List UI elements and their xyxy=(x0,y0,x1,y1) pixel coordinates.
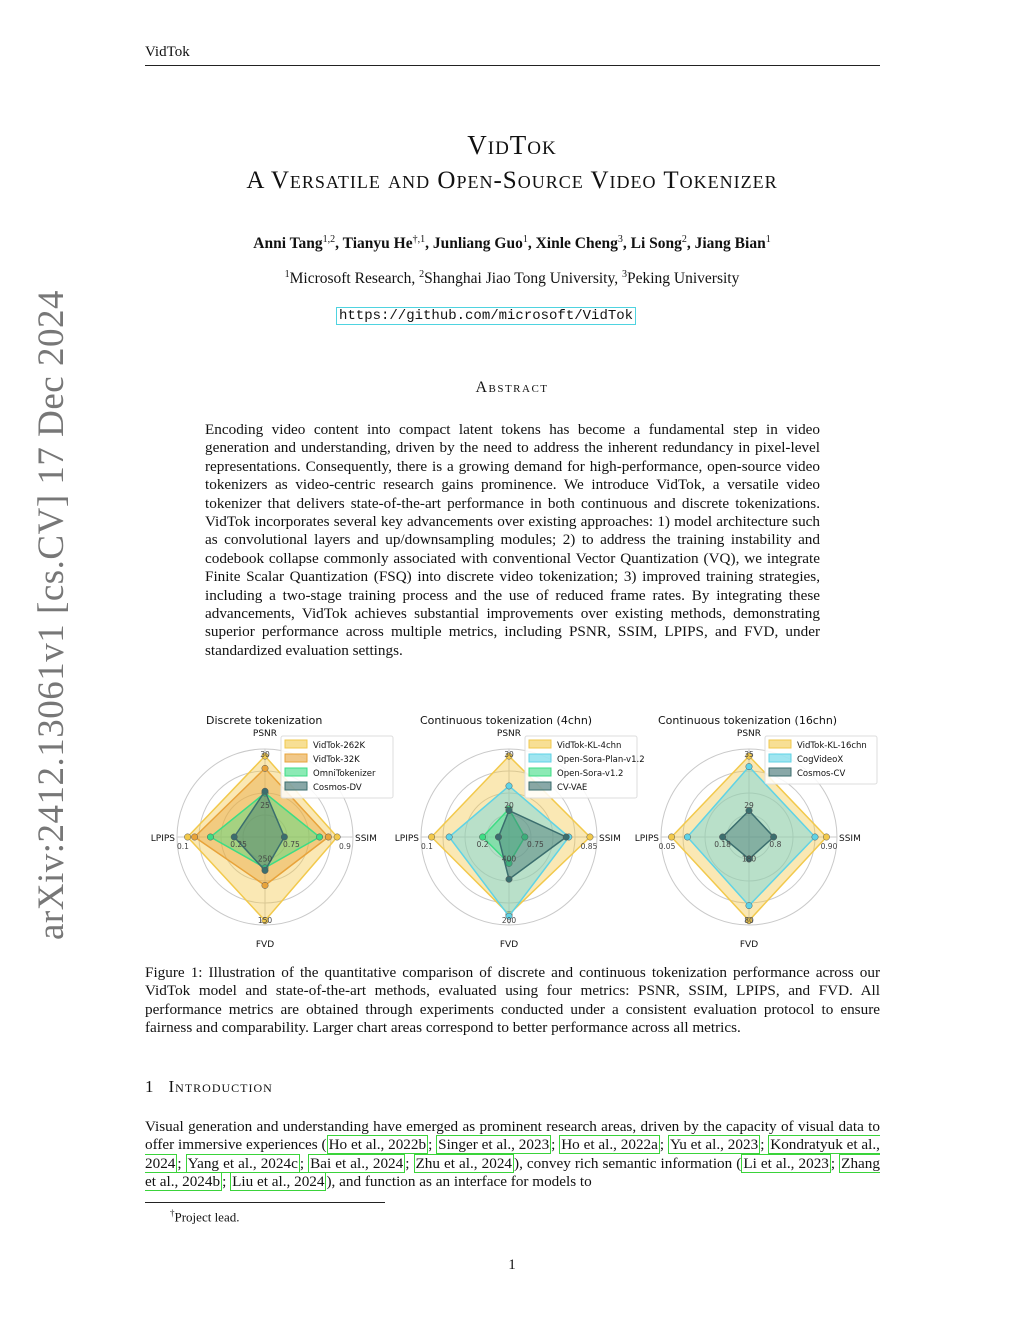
data-point xyxy=(207,834,213,840)
axis-label: FVD xyxy=(255,940,275,950)
legend-swatch xyxy=(769,740,791,748)
author-affil: 1 xyxy=(765,234,771,245)
footnote-rule xyxy=(145,1202,385,1203)
legend-label: OmniTokenizer xyxy=(313,769,376,779)
arxiv-identifier: arXiv:2412.13061v1 [cs.CV] 17 Dec 2024 xyxy=(31,290,72,940)
citation-link[interactable]: Ho et al., 2022a xyxy=(561,1136,658,1154)
affiliation-list: $^1$Microsoft Research, $^2$Shanghai Jiao Tong University, $^3$Peking University xyxy=(284,269,740,288)
data-point xyxy=(563,834,569,840)
legend xyxy=(281,736,393,798)
tick-label: 20 xyxy=(504,800,514,810)
tick-label: 0.18 xyxy=(714,840,731,849)
author-affil: †,1 xyxy=(412,234,426,245)
axis-label: PSNR xyxy=(252,729,278,739)
affil-sup: 1 xyxy=(284,269,290,280)
tick-label: 0.1 xyxy=(421,842,433,851)
chart-title: Continuous tokenization (16chn) xyxy=(658,714,838,727)
legend-swatch xyxy=(769,754,791,762)
author-affil: 2 xyxy=(681,234,687,245)
axis-label: LPIPS xyxy=(394,834,419,844)
radar-chart-continuous-4chn xyxy=(390,726,645,950)
running-title: VidTok xyxy=(145,44,190,60)
section-heading xyxy=(145,1077,273,1097)
citation-link[interactable]: Zhang et al., 2024b xyxy=(145,1154,880,1191)
tick-label: 0.85 xyxy=(580,842,598,851)
legend-label: VidTok-KL-4chn xyxy=(557,741,622,751)
legend-swatch xyxy=(529,740,551,748)
author-name: Junliang Guo xyxy=(432,235,523,253)
author-name: Tianyu He xyxy=(342,235,413,253)
legend-swatch xyxy=(285,768,307,776)
citation-separator: ; xyxy=(830,1154,840,1172)
citation-link[interactable]: Zhu et al., 2024 xyxy=(415,1154,513,1172)
axis-label: FVD xyxy=(739,940,759,950)
tick-label: 250 xyxy=(257,854,273,864)
citation-link[interactable]: Ho et al., 2022b xyxy=(328,1136,427,1154)
tick-label: 0.2 xyxy=(476,840,489,849)
legend-swatch xyxy=(769,768,791,776)
radar-chart-continuous-16chn xyxy=(630,726,870,948)
legend-swatch xyxy=(285,782,307,790)
legend-label: VidTok-KL-16chn xyxy=(797,741,867,751)
legend-label: Open-Sora-Plan-v1.2 xyxy=(557,755,645,765)
author-name: Jiang Bian xyxy=(694,235,766,253)
axis-label: SSIM xyxy=(839,834,861,844)
citation-separator: ; xyxy=(405,1154,414,1172)
citation-link[interactable]: Liu et al., 2024 xyxy=(232,1173,325,1191)
legend-label: Cosmos-CV xyxy=(797,769,846,779)
author-list: Anni Tang$^{1,2}$, Tianyu $He^{\dagger,1}$, Junliang Guo$^1$, Xinle Cheng$^3$, Li Song$^2$, Jiang Bian$^1$ xyxy=(253,234,771,253)
tick-label: 30 xyxy=(260,750,270,759)
legend xyxy=(765,736,877,784)
figure-caption: Figure 1: Illustration of the quantitative comparison of discrete and continuous tokenization performance across our VidTok model and state-of-the-art methods, evaluated using four metrics: PSNR, SSIM, LPIPS, and FVD. All performance metrics are obtained through experiments conducted under a consistent evaluation protocol to ensure fairness and comparability. Larger chart areas correspond to better performance across all metrics. xyxy=(145,964,880,1037)
footnote-text: Project lead. xyxy=(174,1209,240,1225)
tick-label: 400 xyxy=(501,854,517,864)
data-point xyxy=(428,834,434,840)
affil-name: Shanghai Jiao Tong University xyxy=(424,270,615,288)
legend-label: VidTok-262K xyxy=(313,741,366,751)
tick-label: 180 xyxy=(741,854,757,864)
data-point xyxy=(506,783,512,789)
citation-link[interactable]: Kondratyuk et al., 2024 xyxy=(145,1136,880,1172)
author-name: Anni Tang xyxy=(253,235,323,253)
tick-label: 0.8 xyxy=(769,840,782,849)
tick-label: 0.90 xyxy=(820,842,838,851)
axis-label: FVD xyxy=(499,940,519,950)
affil-sup: 3 xyxy=(622,269,627,280)
affil-name: Peking University xyxy=(627,270,740,288)
tick-label: 25 xyxy=(260,800,270,810)
radar-chart-discrete xyxy=(148,726,378,948)
tick-label: 0.1 xyxy=(177,842,189,851)
paper-title-line1: VidTok xyxy=(467,130,557,160)
github-link[interactable]: https://github.com/microsoft/VidTok xyxy=(336,307,636,325)
footnote-mark: † xyxy=(170,1208,175,1218)
tick-label: 80 xyxy=(744,916,754,925)
intro-paragraph xyxy=(145,1118,880,1192)
data-point xyxy=(823,834,829,840)
author-name: Li Song xyxy=(630,235,682,253)
axis-label: PSNR xyxy=(736,729,762,739)
abstract-heading: Abstract xyxy=(475,379,549,396)
data-point xyxy=(668,834,674,840)
data-point xyxy=(262,788,268,794)
citation-link[interactable]: Bai et al., 2024 xyxy=(310,1154,404,1172)
citation-link[interactable]: Li et al., 2023 xyxy=(743,1154,829,1172)
tick-label: 30 xyxy=(504,750,514,759)
data-point xyxy=(262,882,268,888)
citation-separator: ; xyxy=(222,1173,231,1191)
data-point xyxy=(262,765,268,771)
legend xyxy=(525,736,645,798)
data-point xyxy=(506,876,512,882)
page-number: 1 xyxy=(508,1257,516,1273)
data-point xyxy=(334,834,340,840)
abstract-text: Encoding video content into compact latent tokens has become a fundamental step in video generation and understanding, driven by the need to address the inherent redundancy in pixel-level representations. Consequently, there is a growing demand for high-performance, open-source video tokenizers as video-centric research gains prominence. We introduce VidTok, a versatile video tokenizer that delivers state-of-the-art performance in both continuous and discrete tokenizations. VidTok incorporates several key advancements over existing approaches: 1) model architecture such as convolutional layers and up/downsampling modules; 2) to address the training instability and codebook collapse commonly associated with conventional Vector Quantization (VQ), we integrate Finite Scalar Quantization (FSQ) into discrete video tokenization; 3) improved training strategies, including a two-stage training process and the use of reduced frame rates. By integrating these advancements, VidTok achieves substantial improvements over existing methods, demonstrating superior performance across multiple metrics, including PSNR, SSIM, LPIPS, and FVD, under standardized evaluation settings. xyxy=(205,421,820,659)
legend-swatch xyxy=(285,754,307,762)
author-affil: 1,2 xyxy=(322,234,336,245)
chart-title: Discrete tokenization xyxy=(206,714,323,727)
axis-label: LPIPS xyxy=(150,834,175,844)
citation-separator: ; xyxy=(428,1136,437,1154)
section-number: 1 xyxy=(145,1077,155,1096)
legend-label: Cosmos-DV xyxy=(313,783,362,793)
tick-label: 0.05 xyxy=(658,842,676,851)
legend-label: Open-Sora-v1.2 xyxy=(557,769,624,779)
data-point xyxy=(587,834,593,840)
header-rule xyxy=(145,65,880,66)
legend-label: CogVideoX xyxy=(797,755,844,765)
data-point xyxy=(191,834,197,840)
citation-separator: ; xyxy=(760,1136,769,1154)
citation-separator: ; xyxy=(551,1136,560,1154)
tick-label: 200 xyxy=(501,916,517,925)
citation-link[interactable]: Yang et al., 2024c xyxy=(187,1154,298,1172)
legend-swatch xyxy=(529,768,551,776)
section-title: Introduction xyxy=(168,1077,273,1096)
legend-label: VidTok-32K xyxy=(313,755,360,765)
data-point xyxy=(262,867,268,873)
paper-title-line2: A Versatile and Open-Source Video Tokenizer xyxy=(246,167,778,194)
axis-label: SSIM xyxy=(599,834,621,844)
axis-label: LPIPS xyxy=(634,834,659,844)
data-point xyxy=(495,834,501,840)
tick-label: 150 xyxy=(257,916,273,925)
tick-label: 0.9 xyxy=(339,842,351,851)
data-point xyxy=(446,834,452,840)
affil-sup: 2 xyxy=(419,269,425,280)
tick-label: 0.75 xyxy=(527,840,544,849)
tick-label: 29 xyxy=(744,800,754,810)
data-point xyxy=(746,763,752,769)
intro-text: Visual generation and understanding have emerged as prominent research areas, driven by the capacity of visual data to offer immersive experiences ( xyxy=(145,1118,880,1154)
citation-link[interactable]: Singer et al., 2023 xyxy=(438,1136,550,1154)
data-point xyxy=(812,834,818,840)
author-affil: 3 xyxy=(617,234,623,245)
author-name: Xinle Cheng xyxy=(535,235,618,253)
citation-separator: ; xyxy=(299,1154,309,1172)
author-affil: 1 xyxy=(522,234,528,245)
chart-title: Continuous tokenization (4chn) xyxy=(420,714,593,727)
affil-name: Microsoft Research xyxy=(289,270,412,288)
data-point xyxy=(316,834,322,840)
citation-separator: ; xyxy=(659,1136,668,1154)
legend-swatch xyxy=(285,740,307,748)
data-point xyxy=(184,834,190,840)
axis-label: SSIM xyxy=(355,834,377,844)
intro-text: ), and function as an interface for models to xyxy=(326,1173,592,1191)
legend-label: CV-VAE xyxy=(557,783,588,793)
tick-label: 35 xyxy=(744,750,754,759)
data-point xyxy=(325,834,331,840)
tick-label: 0.75 xyxy=(283,840,300,849)
legend-swatch xyxy=(529,754,551,762)
footnote xyxy=(170,1208,239,1225)
data-point xyxy=(684,834,690,840)
citation-link[interactable]: Yu et al., 2023 xyxy=(669,1136,759,1154)
tick-label: 0.25 xyxy=(230,840,247,849)
legend-swatch xyxy=(529,782,551,790)
axis-label: PSNR xyxy=(496,729,522,739)
citation-separator: ; xyxy=(177,1154,186,1172)
data-point xyxy=(746,902,752,908)
intro-text: ), convey rich semantic information ( xyxy=(514,1154,742,1172)
